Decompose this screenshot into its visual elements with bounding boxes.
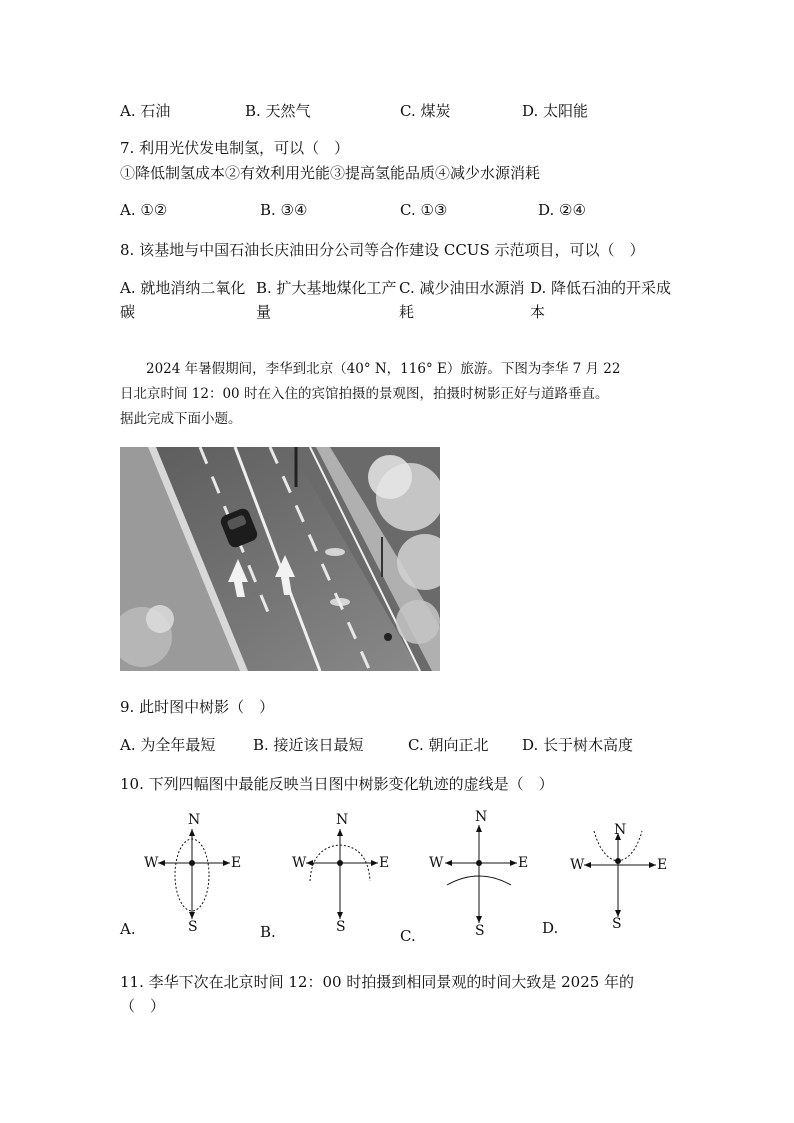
q10-stem: 10. 下列四幅图中最能反映当日图中树影变化轨迹的虚线是（ ）: [120, 775, 554, 793]
q7-option-a: A. ①②: [120, 201, 168, 219]
q7-option-b: B. ③④: [260, 201, 308, 219]
q6-option-a: A. 石油: [120, 102, 171, 120]
diagram-a-s: S: [188, 919, 198, 935]
passage-line-1: 2024 年暑假期间，李华到北京（40° N，116° E）旅游。下图为李华 7 月 22: [146, 361, 621, 377]
diagram-b-e: E: [379, 855, 390, 871]
q9-option-a: A. 为全年最短: [120, 736, 216, 754]
diagram-c: [427, 809, 537, 940]
q6-option-c: C. 煤炭: [400, 102, 451, 120]
diagram-d-w: W: [570, 857, 585, 873]
diagram-b: [288, 812, 398, 940]
q9-stem: 9. 此时图中树影（ ）: [120, 698, 275, 716]
passage-line-3: 据此完成下面小题。: [120, 411, 242, 427]
diagram-a-e: E: [231, 855, 242, 871]
diagram-b-w: W: [292, 855, 307, 871]
diagram-label-a: A.: [120, 920, 136, 938]
diagram-b-n: N: [336, 812, 349, 828]
diagram-label-d: D.: [542, 919, 559, 937]
q6-option-d: D. 太阳能: [522, 102, 589, 120]
diagram-c-e: E: [518, 855, 529, 871]
q7-items: ①降低制氢成本②有效利用光能③提高氢能品质④减少水源消耗: [120, 164, 541, 182]
diagram-c-n: N: [475, 809, 488, 825]
diagram-c-s: S: [475, 923, 485, 939]
q9-option-b: B. 接近该日最短: [253, 736, 364, 754]
diagram-d-e: E: [657, 857, 668, 873]
q8-option-b: B. 扩大基地煤化工产量: [256, 279, 397, 321]
q11-stem: 11. 李华下次在北京时间 12：00 时拍摄到相同景观的时间大致是 2025 年的: [120, 973, 635, 991]
q9-option-c: C. 朝向正北: [408, 736, 489, 754]
q8-stem: 8. 该基地与中国石油长庆油田分公司等合作建设 CCUS 示范项目，可以（ ）: [120, 241, 645, 259]
q7-option-c: C. ①③: [400, 201, 448, 219]
diagram-a: [140, 812, 250, 940]
diagram-a-w: W: [144, 855, 159, 871]
q8-option-a: A. 就地消纳二氧化碳: [120, 279, 246, 321]
passage-line-2: 日北京时间 12：00 时在入住的宾馆拍摄的景观图，拍摄时树影正好与道路垂直。: [120, 386, 609, 402]
q11-blank: （ ）: [120, 997, 166, 1015]
diagram-b-s: S: [336, 919, 346, 935]
street-photo: [120, 447, 440, 671]
q7-stem: 7. 利用光伏发电制氢，可以（ ）: [120, 139, 350, 157]
diagram-d-s: S: [612, 916, 622, 932]
q7-option-d: D. ②④: [538, 201, 586, 219]
q6-option-b: B. 天然气: [245, 102, 311, 120]
q9-option-d: D. 长于树木高度: [522, 736, 634, 754]
diagram-a-n: N: [188, 812, 201, 828]
diagram-label-c: C.: [400, 927, 416, 945]
q8-option-c: C. 减少油田水源消耗: [399, 279, 525, 321]
diagram-d: [566, 815, 676, 940]
diagram-d-n: N: [614, 822, 627, 838]
diagram-label-b: B.: [260, 923, 276, 941]
q8-option-d: D. 降低石油的开采成本: [530, 279, 672, 321]
diagram-c-w: W: [429, 855, 444, 871]
